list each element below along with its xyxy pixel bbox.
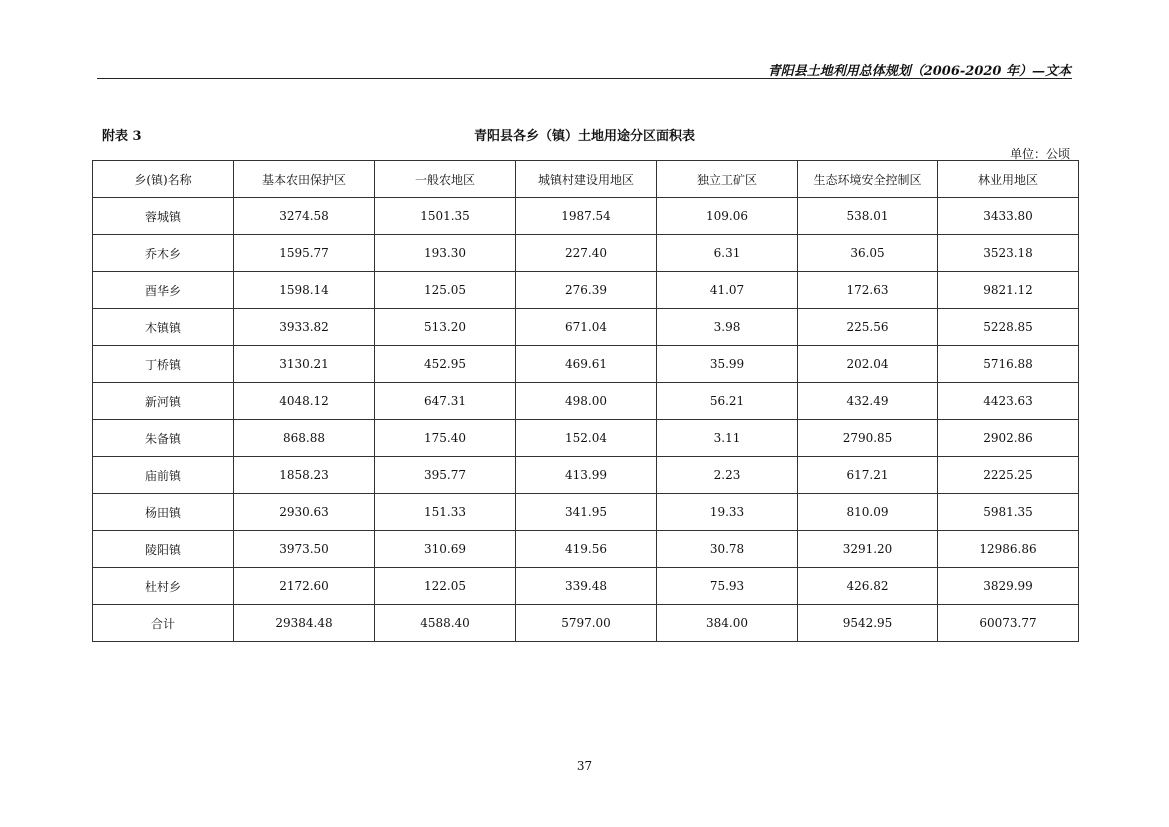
table-cell: 3274.58 <box>234 198 375 235</box>
table-cell: 413.99 <box>516 457 657 494</box>
table-row <box>93 531 1079 568</box>
table-cell: 125.05 <box>375 272 516 309</box>
table-cell: 9542.95 <box>798 605 938 642</box>
table-cell: 3829.99 <box>938 568 1079 605</box>
column-header: 基本农田保护区 <box>234 161 375 198</box>
table-cell: 868.88 <box>234 420 375 457</box>
table-cell: 9821.12 <box>938 272 1079 309</box>
table-cell: 513.20 <box>375 309 516 346</box>
table-cell: 152.04 <box>516 420 657 457</box>
table-cell: 341.95 <box>516 494 657 531</box>
table-title: 青阳县各乡（镇）土地用途分区面积表 <box>473 129 695 144</box>
table-cell: 671.04 <box>516 309 657 346</box>
table-cell: 陵阳镇 <box>93 531 234 568</box>
table-cell: 109.06 <box>657 198 798 235</box>
table-cell: 36.05 <box>798 235 938 272</box>
table-row <box>93 309 1079 346</box>
table-cell: 175.40 <box>375 420 516 457</box>
table-cell: 339.48 <box>516 568 657 605</box>
table-cell: 193.30 <box>375 235 516 272</box>
column-header: 独立工矿区 <box>657 161 798 198</box>
table-cell: 3433.80 <box>938 198 1079 235</box>
table-header-row <box>93 161 1079 198</box>
table-cell: 29384.48 <box>234 605 375 642</box>
page-number: 37 <box>576 759 593 773</box>
table-cell: 19.33 <box>657 494 798 531</box>
column-header: 生态环境安全控制区 <box>798 161 938 198</box>
table-cell: 60073.77 <box>938 605 1079 642</box>
table-cell: 3523.18 <box>938 235 1079 272</box>
table-cell: 新河镇 <box>93 383 234 420</box>
table-cell: 庙前镇 <box>93 457 234 494</box>
table-row <box>93 420 1079 457</box>
table-cell: 2790.85 <box>798 420 938 457</box>
table-cell: 2225.25 <box>938 457 1079 494</box>
table-cell: 617.21 <box>798 457 938 494</box>
table-cell: 1598.14 <box>234 272 375 309</box>
table-cell: 酉华乡 <box>93 272 234 309</box>
table-cell: 3933.82 <box>234 309 375 346</box>
table-row <box>93 568 1079 605</box>
table-cell: 2930.63 <box>234 494 375 531</box>
table-cell: 1595.77 <box>234 235 375 272</box>
table-cell: 172.63 <box>798 272 938 309</box>
table-cell: 225.56 <box>798 309 938 346</box>
table-cell: 3.98 <box>657 309 798 346</box>
column-header: 一般农地区 <box>375 161 516 198</box>
table-cell: 1858.23 <box>234 457 375 494</box>
table-cell: 538.01 <box>798 198 938 235</box>
table-cell: 3973.50 <box>234 531 375 568</box>
table-cell: 蓉城镇 <box>93 198 234 235</box>
table-cell: 310.69 <box>375 531 516 568</box>
table-cell: 1501.35 <box>375 198 516 235</box>
table-cell: 3130.21 <box>234 346 375 383</box>
table-cell: 426.82 <box>798 568 938 605</box>
table-cell: 3291.20 <box>798 531 938 568</box>
table-cell: 合计 <box>93 605 234 642</box>
table-cell: 56.21 <box>657 383 798 420</box>
table-row <box>93 272 1079 309</box>
table-cell: 乔木乡 <box>93 235 234 272</box>
appendix-label: 附表 3 <box>102 129 142 144</box>
table-cell: 75.93 <box>657 568 798 605</box>
table-cell: 395.77 <box>375 457 516 494</box>
table-cell: 2902.86 <box>938 420 1079 457</box>
column-header: 城镇村建设用地区 <box>516 161 657 198</box>
table-cell: 5716.88 <box>938 346 1079 383</box>
table-cell: 419.56 <box>516 531 657 568</box>
table-cell: 41.07 <box>657 272 798 309</box>
table-cell: 1987.54 <box>516 198 657 235</box>
column-header: 林业用地区 <box>938 161 1079 198</box>
table-row <box>93 198 1079 235</box>
table-cell: 3.11 <box>657 420 798 457</box>
table-cell: 498.00 <box>516 383 657 420</box>
table-cell: 5797.00 <box>516 605 657 642</box>
table-row <box>93 235 1079 272</box>
table-cell: 5228.85 <box>938 309 1079 346</box>
table-cell: 2172.60 <box>234 568 375 605</box>
table-cell: 276.39 <box>516 272 657 309</box>
table-cell: 227.40 <box>516 235 657 272</box>
table-cell: 木镇镇 <box>93 309 234 346</box>
table-cell: 杜村乡 <box>93 568 234 605</box>
table-cell: 朱备镇 <box>93 420 234 457</box>
document-title: 青阳县土地利用总体规划（2006-2020 年）—文本 <box>767 64 1071 79</box>
table-row <box>93 457 1079 494</box>
table-cell: 202.04 <box>798 346 938 383</box>
table-cell: 30.78 <box>657 531 798 568</box>
table-cell: 2.23 <box>657 457 798 494</box>
table-cell: 6.31 <box>657 235 798 272</box>
table-cell: 12986.86 <box>938 531 1079 568</box>
table-cell: 35.99 <box>657 346 798 383</box>
column-header: 乡(镇)名称 <box>93 161 234 198</box>
table-row <box>93 383 1079 420</box>
table-cell: 151.33 <box>375 494 516 531</box>
header-rule <box>97 78 1072 79</box>
table-cell: 810.09 <box>798 494 938 531</box>
table-total-row <box>93 605 1079 642</box>
table-cell: 4048.12 <box>234 383 375 420</box>
table-cell: 5981.35 <box>938 494 1079 531</box>
table-cell: 452.95 <box>375 346 516 383</box>
table-cell: 432.49 <box>798 383 938 420</box>
unit-label: 单位：公顷 <box>1009 147 1070 161</box>
table-cell: 384.00 <box>657 605 798 642</box>
table-cell: 丁桥镇 <box>93 346 234 383</box>
table-cell: 4588.40 <box>375 605 516 642</box>
table-cell: 122.05 <box>375 568 516 605</box>
land-use-zone-table <box>92 160 1079 642</box>
table-row <box>93 494 1079 531</box>
table-cell: 杨田镇 <box>93 494 234 531</box>
table-cell: 647.31 <box>375 383 516 420</box>
table-cell: 4423.63 <box>938 383 1079 420</box>
table-cell: 469.61 <box>516 346 657 383</box>
table-row <box>93 346 1079 383</box>
